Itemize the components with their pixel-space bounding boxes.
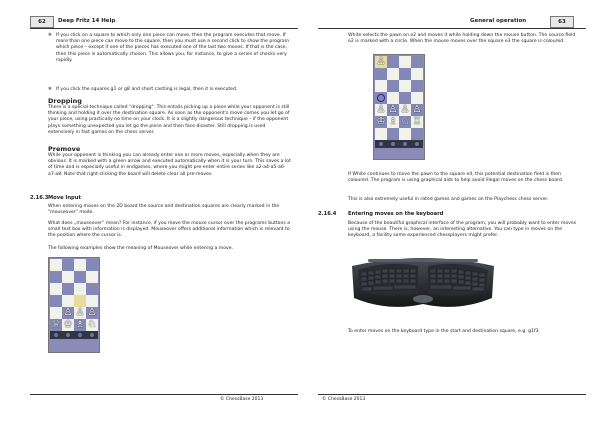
board-square [375,68,387,80]
left-page-footer [30,394,298,405]
dropping-heading: Dropping [48,97,82,105]
page-number: 63 [550,16,574,28]
paragraph: Because of the beautiful graphical interface of the program, you will probably want to enter moves using the mouse. There is, however, an interesting alternative. You can type in moves on the keyboard, a facility some experienced chessplayers might prefer. [348,221,577,239]
board-square [375,80,387,92]
dropping-text: There is a special technique called "dropping". This entails picking up a piece while your opponent is still thinking and holding it over the destination square. As soon as the opponent's move comes you let go of your piece, using practically no time on your clock. It is a slightly dangerous technique – if the opponent plays something unexpected you let go the piece and then face disaster. Still dropping is used extensively in fast games on the chess server. [48,105,290,135]
board-square [62,307,74,319]
highlighted-square [74,295,86,307]
board-control [411,140,423,148]
bullet-text-1: If you click on a square to which only one piece can move, then the program executes that move. If more than one piece can move to the square, then you must use a second click to show the program which piece – except if one of the pieces has executed one of the last two moves. If that is the case, then this piece is automatically chosen. This allows you, for instance, to give a series of checks very rapidly. [56,33,290,63]
bullet-icon: ✱ [48,87,52,92]
white-king-icon: ♔ [63,319,73,330]
board-square [86,319,98,331]
paragraph: The following examples show the meaning of Mouseover while entering a move. [48,246,234,251]
paragraph: If White continues to move the pawn to the square e4, this potential destination field is then coloured. The program is using graphical aids to help avoid illegal moves on the chess board. [348,172,564,184]
board-square [375,116,387,128]
board-control [399,140,411,148]
board-control [74,331,86,339]
header-title: Deep Fritz 14 Help [58,18,116,24]
board-square [411,128,423,140]
footer-copyright: © ChessBase 2013 [220,397,264,402]
board-square [50,271,62,283]
section-number: 2.16.3 [30,195,49,201]
board-square [399,80,411,92]
board-square [411,92,423,104]
board-square [74,307,86,319]
board-square [399,128,411,140]
board-square [86,295,98,307]
white-pawn-icon: ♙ [376,104,386,115]
board-square [50,259,62,271]
bullet-icon: ✱ [48,33,52,38]
white-pawn-icon: ♙ [376,56,386,67]
board-square [387,128,399,140]
white-pawn-icon: ♙ [75,307,85,318]
board-square [50,319,62,331]
section-title: Entering moves on the keyboard [348,211,444,217]
source-circle-icon [377,94,385,102]
board-square [50,295,62,307]
board-square [375,128,387,140]
right-page [318,14,586,406]
white-rook-icon: ♖ [412,116,422,127]
white-pawn-icon: ♙ [87,307,97,318]
board-control [62,331,74,339]
board-square [411,104,423,116]
white-pawn-icon: ♙ [412,104,422,115]
board-square [62,271,74,283]
board-square [387,56,399,68]
premove-heading: Premove [48,145,81,153]
left-page-header [30,14,298,29]
board-square [62,295,74,307]
white-pawn-icon: ♙ [388,104,398,115]
paragraph: This is also extremely useful in rated games and games on the Playchess chess server. [348,197,549,202]
section-number: 2.16.4 [318,211,337,217]
board-square [86,283,98,295]
board-square [86,307,98,319]
board-square [50,307,62,319]
board-square [375,104,387,116]
board-square [62,319,74,331]
chess-board-diagram [48,257,100,353]
board-square [50,283,62,295]
board-square [399,104,411,116]
board-square [62,283,74,295]
board-control [86,331,98,339]
white-bishop-icon: ♗ [388,116,398,127]
right-page-header [318,14,586,29]
board-square [74,259,86,271]
board-square [411,68,423,80]
page-number: 62 [30,16,54,28]
white-bishop-icon: ♗ [75,319,85,330]
chess-board-diagram [373,54,425,160]
left-page [30,14,298,406]
board-square [74,283,86,295]
board-square [387,92,399,104]
board-square [375,92,387,104]
board-square [399,116,411,128]
white-knight-icon: ♘ [87,319,97,330]
board-square [411,116,423,128]
white-pawn-icon: ♙ [400,104,410,115]
keyboard-icon [348,252,498,312]
board-control [387,140,399,148]
highlighted-square [375,56,387,68]
white-pawn-icon: ♙ [63,307,73,318]
board-square [74,271,86,283]
board-square [399,56,411,68]
board-square [411,56,423,68]
board-square [86,259,98,271]
board-square [86,271,98,283]
board-square [387,80,399,92]
board-square [387,116,399,128]
white-king-icon: ♔ [376,116,386,127]
paragraph: To enter moves on the keyboard type in the start and destination square, e.g. g1f3. [348,329,541,334]
white-knight-icon: ♘ [400,116,410,127]
board-square [387,104,399,116]
right-page-footer [318,394,586,405]
board-control [375,140,387,148]
board-square [411,80,423,92]
bullet-text-2: If you click the squares g1 or g8 and short castling is legal, then it is executed. [56,87,238,92]
footer-copyright: © ChessBase 2013 [322,397,366,402]
header-title: General operation [470,18,527,24]
paragraph: What does „mouseover“ mean? For instance, if you move the mouse cursor over the programs buttons a small text box with information is displayed. Mouseover offers additional information which is relevant to the position where the cursor is. [48,221,291,239]
board-square [62,259,74,271]
paragraph: White selects the pawn on e2 and moves it while holding down the mouse button. The source field e2 is marked with a circle. When the mouse moves over the square e3 the square is coloured. [348,33,576,45]
paragraph: When entering moves on the 2D board the source and destination squares are clearly marked in the "mouseover" mode. [48,204,280,216]
board-square [74,319,86,331]
white-queen-icon: ♕ [51,319,61,330]
section-title: Move Input [48,195,81,201]
board-square [399,68,411,80]
board-square [387,68,399,80]
board-square [399,92,411,104]
board-control [50,331,62,339]
premove-text: While your opponent is thinking you can already enter one or more moves, especially when they are obvious. It is marked with a green arrow and executed automatically when it is your turn. This saves a lot of time and is especially useful in endgames, where you might pre-enter entire series like a2-a4-a5-a6-a7-a8. Note that right-clicking the board will delete clear all pre-moves. [48,153,291,177]
